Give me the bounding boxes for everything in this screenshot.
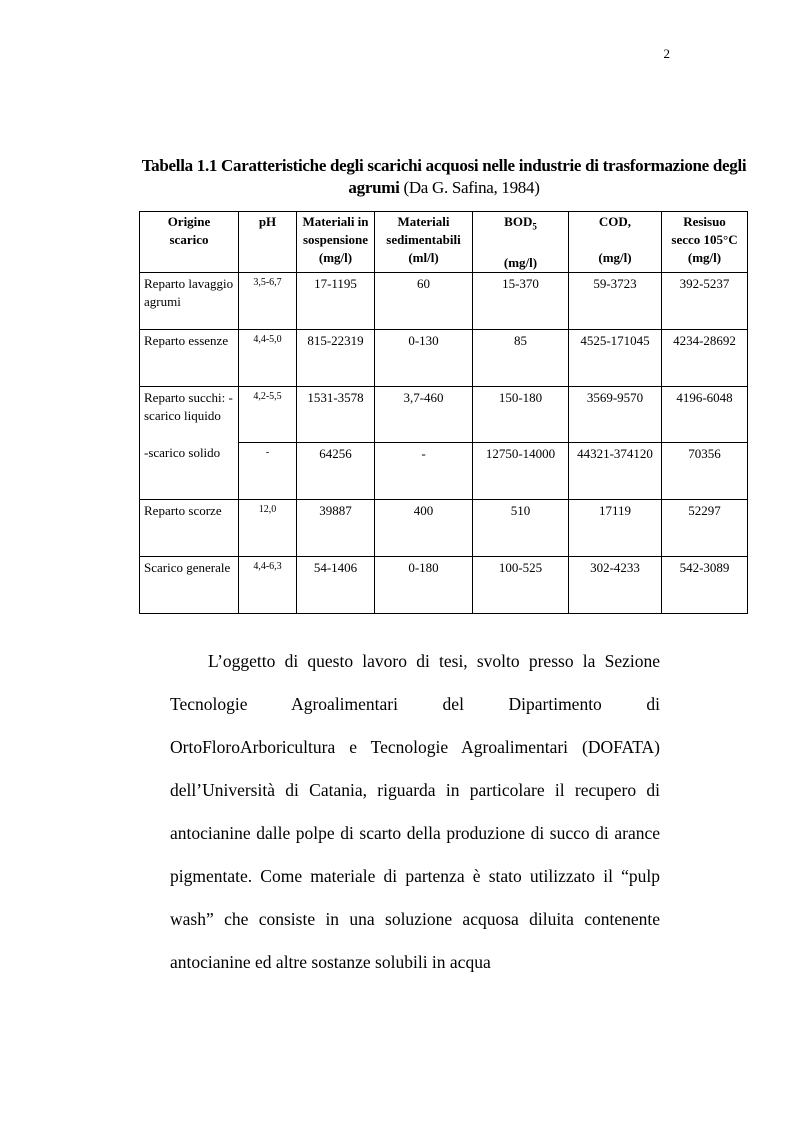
header-origin: Origine scarico xyxy=(140,212,239,273)
header-bod: $BOD_5$ (mg/l) xyxy=(473,212,569,273)
header-cod: COD, (mg/l) xyxy=(569,212,662,273)
table-row: Reparto scorze 12,0 39887 400 510 17119 52297 xyxy=(140,499,748,556)
table-row: -scarico solido - 64256 - 12750-14000 44321-374120 70356 xyxy=(140,442,748,499)
header-sedimentable: Materiali sedimentabili (ml/l) xyxy=(375,212,473,273)
body-paragraph xyxy=(170,640,660,984)
header-suspended: Materiali in sospensione (mg/l) xyxy=(297,212,375,273)
header-residue: Resisuo secco 105°C (mg/l) xyxy=(662,212,748,273)
table-row: Reparto succhi: -scarico liquido 4,2-5,5 1531-3578 3,7-460 150-180 3569-9570 4196-6048 xyxy=(140,386,748,442)
bod-label: $BOD_5$ xyxy=(504,214,537,232)
paragraph-text: L’oggetto di questo lavoro di tesi, svolto presso la Sezione Tecnologie Agroalimentari del Dipartimento di OrtoFloroArboricultura e Tecnologie Agroalimentari (DOFATA) dell’Università di Catania, riguarda in particolare il recupero di antocianine dalle polpe di scarto della produzione di succo di arance pigmentate. Come materiale di partenza è stato utilizzato il “pulp wash” che consiste in una soluzione acquosa diluita contenente antocianine ed altre sostanze solubili in acqua xyxy=(170,651,660,972)
table-row: Reparto lavaggio agrumi 3,5-6,7 17-1195 60 15-370 59-3723 392-5237 xyxy=(140,272,748,329)
header-ph: pH xyxy=(239,212,297,273)
header-row xyxy=(140,212,748,273)
table-row: Reparto essenze 4,4-5,0 815-22319 0-130 85 4525-171045 4234-28692 xyxy=(140,329,748,386)
caption-source: (Da G. Safina, 1984) xyxy=(403,178,540,197)
caption-title: Tabella 1.1 Caratteristiche degli scarichi acquosi nelle industrie di trasformazione degli agrumi xyxy=(141,156,747,197)
table-caption xyxy=(140,155,748,199)
wastewater-table xyxy=(139,211,748,614)
table-row: Scarico generale 4,4-6,3 54-1406 0-180 100-525 302-4233 542-3089 xyxy=(140,556,748,613)
page-number: 2 xyxy=(663,46,670,61)
